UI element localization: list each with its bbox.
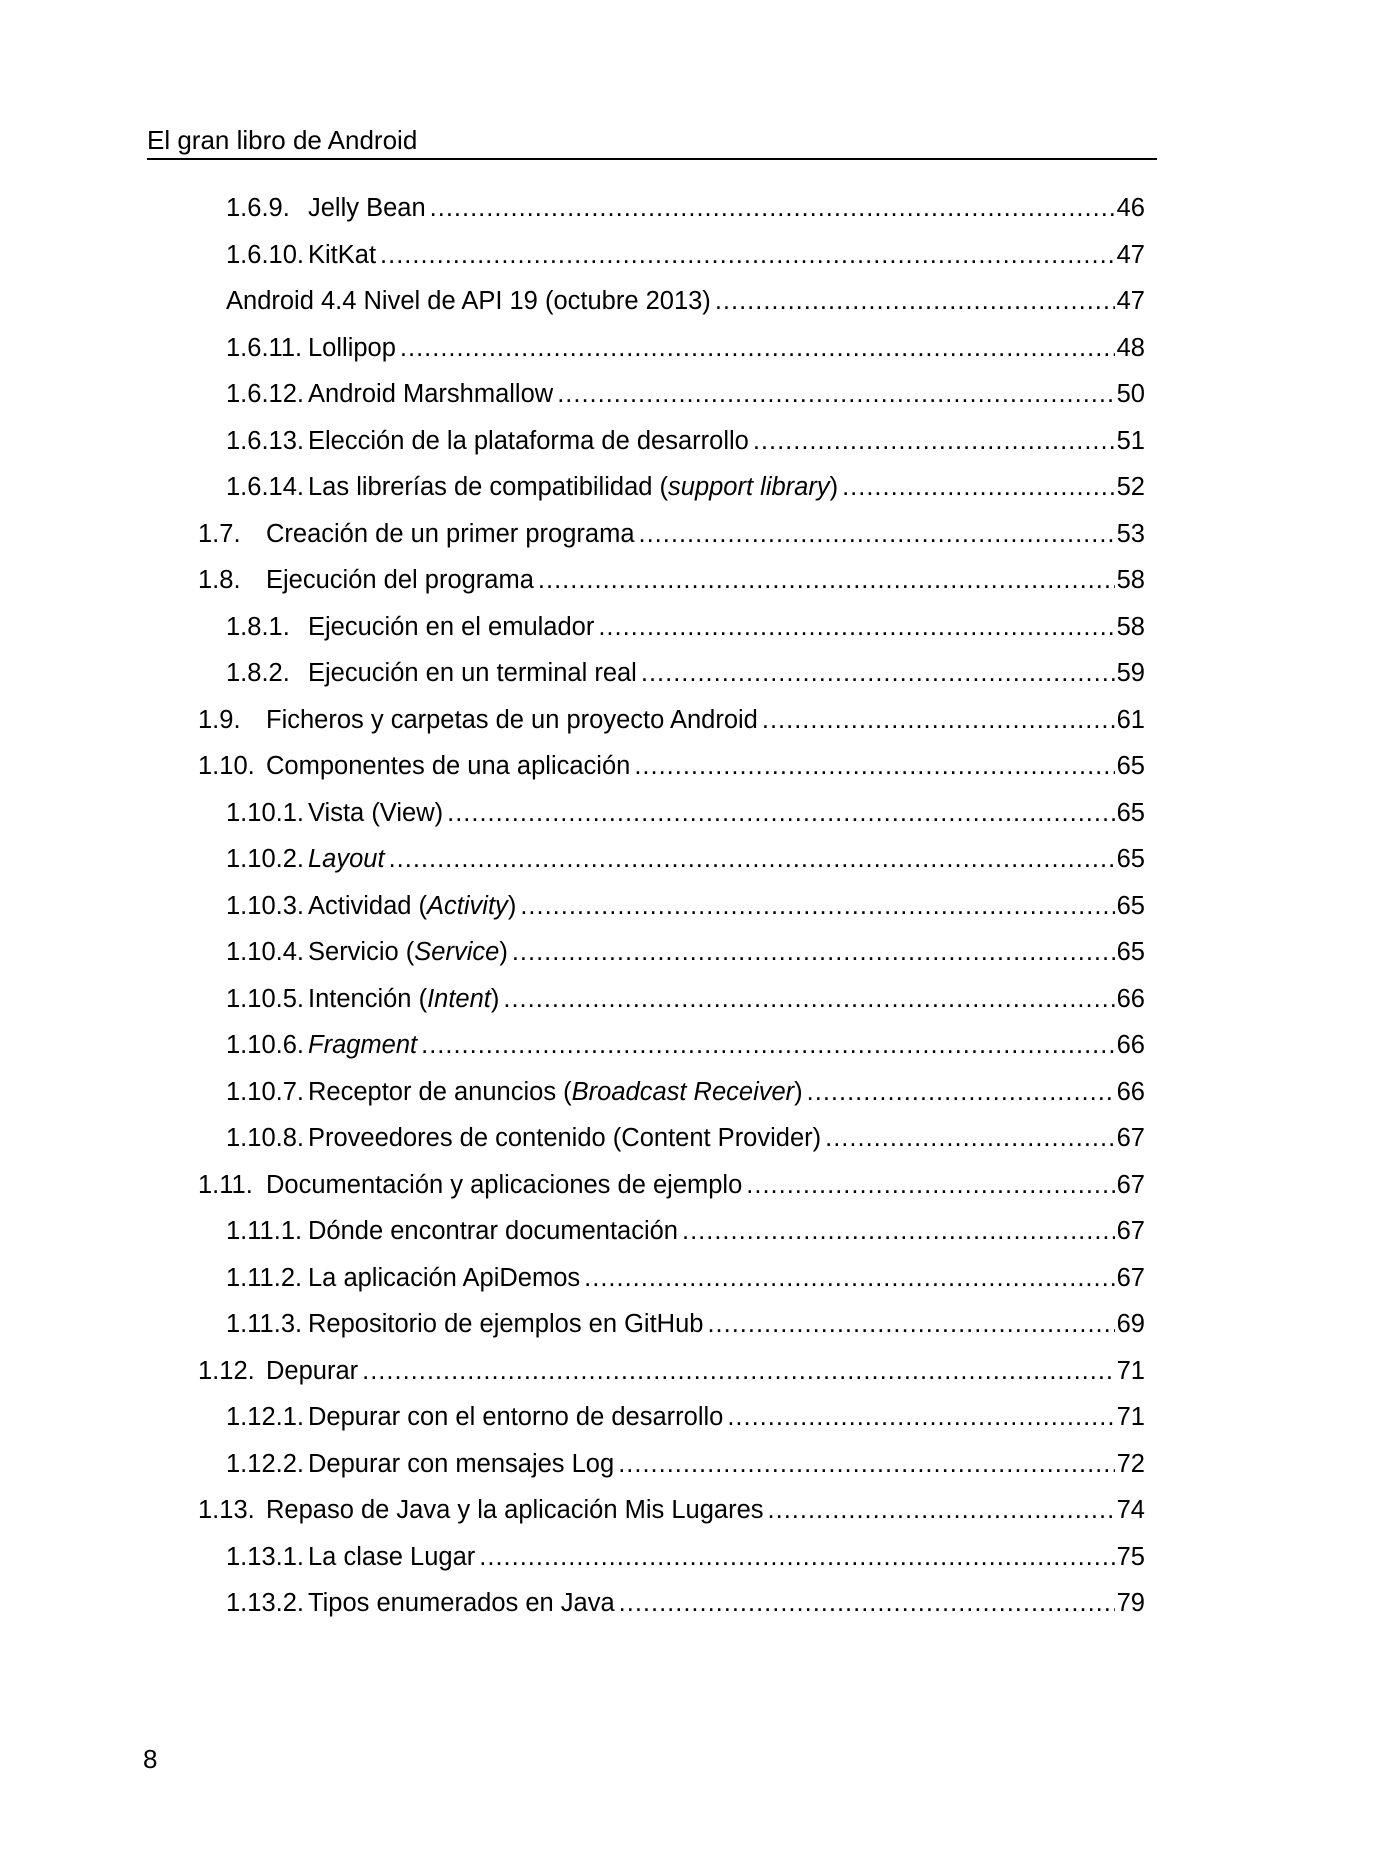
dot-leader — [634, 746, 1114, 786]
dot-leader — [619, 1583, 1115, 1623]
toc-title-segment: Activity — [427, 891, 508, 920]
toc-entry-number: 1.10.3. — [226, 891, 304, 920]
toc-entry-page: 65 — [1116, 938, 1145, 966]
toc-entry-page: 51 — [1116, 426, 1145, 455]
toc-entry-title — [308, 886, 516, 926]
toc-entry-title — [308, 979, 499, 1019]
page-number: 8 — [143, 1744, 158, 1774]
toc-entry-page: 65 — [1116, 891, 1145, 920]
toc-entry-title — [308, 1397, 723, 1437]
toc-entry-number: 1.11.2. — [226, 1263, 303, 1292]
dot-leader — [538, 560, 1115, 600]
toc-entry[interactable] — [226, 1397, 1145, 1437]
toc-entry-title — [308, 1304, 703, 1344]
toc-title-segment: Dónde encontrar documentación — [308, 1217, 678, 1245]
toc-entry-number: 1.8.2. — [226, 659, 290, 687]
dot-leader — [557, 374, 1114, 414]
toc-entry-number: 1.6.11. — [226, 333, 303, 362]
toc-title-segment: ) — [507, 891, 517, 920]
dot-leader — [598, 607, 1114, 647]
toc-entry[interactable] — [226, 421, 1145, 461]
toc-entry-title — [308, 374, 553, 414]
toc-entry-page: 66 — [1116, 1031, 1145, 1059]
toc-entry-number: 1.6.12. — [226, 380, 304, 408]
toc-entry-title — [266, 700, 758, 740]
toc-entry-title — [266, 1165, 742, 1205]
toc-title-segment: Repositorio de ejemplos en GitHub — [308, 1310, 704, 1338]
toc-entry-page: 46 — [1116, 194, 1145, 222]
toc-title-segment: Documentación y aplicaciones de ejemplo — [266, 1170, 743, 1199]
dot-leader — [639, 514, 1115, 554]
toc-entry[interactable] — [198, 560, 1145, 600]
running-header: El gran libro de Android — [147, 124, 1157, 160]
toc-title-segment: La clase Lugar — [308, 1542, 476, 1571]
toc-entry-title — [226, 281, 711, 321]
dot-leader — [825, 1118, 1114, 1158]
toc-entry-page: 67 — [1116, 1263, 1145, 1292]
toc-entry-title — [308, 1258, 580, 1298]
toc-entry-page: 47 — [1116, 287, 1145, 315]
toc-title-segment: Tipos enumerados en Java — [308, 1589, 615, 1617]
toc-title-segment: Componentes de una aplicación — [266, 752, 631, 780]
toc-entry-page: 67 — [1116, 1124, 1145, 1152]
toc-title-segment: Creación de un primer programa — [266, 519, 635, 548]
toc-title-segment: Android 4.4 Nivel de API 19 (octubre 2013) — [226, 287, 711, 315]
toc-entry-title — [308, 467, 838, 507]
toc-title-segment: Proveedores de contenido (Content Provider) — [308, 1124, 822, 1152]
toc-title-segment: Service — [414, 938, 500, 966]
toc-entry[interactable] — [226, 1025, 1145, 1065]
toc-entry-number: 1.11.3. — [226, 1310, 303, 1338]
toc-entry-page: 72 — [1116, 1449, 1145, 1478]
toc-entry[interactable] — [226, 235, 1145, 275]
toc-entry[interactable] — [226, 932, 1145, 972]
toc-entry[interactable] — [226, 839, 1145, 879]
toc-entry[interactable] — [226, 607, 1145, 647]
toc-entry-page: 67 — [1116, 1217, 1145, 1245]
toc-entry-page: 59 — [1116, 659, 1145, 687]
toc-entry-page: 66 — [1116, 984, 1145, 1013]
toc-entry-number: 1.6.13. — [226, 426, 304, 455]
toc-entry[interactable] — [198, 746, 1145, 786]
toc-entry[interactable] — [198, 1490, 1145, 1530]
toc-entry[interactable] — [226, 281, 1145, 321]
dot-leader — [746, 1165, 1114, 1205]
toc-entry-page: 58 — [1116, 612, 1145, 641]
toc-entry-page: 48 — [1116, 333, 1145, 362]
toc-title-segment: Ficheros y carpetas de un proyecto Android — [266, 705, 758, 734]
toc-entry-number: 1.9. — [198, 705, 241, 734]
dot-leader — [362, 1351, 1114, 1391]
toc-entry-title — [266, 1490, 764, 1530]
toc-entry-page: 79 — [1116, 1589, 1145, 1617]
dot-leader — [380, 235, 1115, 275]
toc-title-segment: Ejecución del programa — [266, 566, 534, 594]
dot-leader — [400, 328, 1115, 368]
toc-entry-title — [308, 839, 385, 879]
toc-entry-number: 1.13. — [198, 1496, 255, 1524]
toc-entry[interactable] — [226, 653, 1145, 693]
toc-title-segment: Servicio ( — [308, 938, 415, 966]
toc-entry[interactable] — [226, 886, 1145, 926]
toc-entry-title — [308, 1444, 614, 1484]
toc-entry-page: 71 — [1116, 1356, 1145, 1385]
toc-entry-number: 1.13.1. — [226, 1542, 304, 1571]
toc-entry-title — [308, 793, 443, 833]
dot-leader — [520, 886, 1114, 926]
dot-leader — [727, 1397, 1114, 1437]
dot-leader — [503, 979, 1114, 1019]
toc-entry[interactable] — [198, 1165, 1145, 1205]
toc-entry-page: 61 — [1116, 705, 1145, 734]
toc-title-segment: Receptor de anuncios ( — [308, 1077, 572, 1106]
toc-title-segment: Depurar con mensajes Log — [308, 1449, 615, 1478]
toc-title-segment: support library — [668, 473, 830, 501]
toc-entry[interactable] — [226, 1537, 1145, 1577]
toc-entry-title — [308, 328, 396, 368]
toc-entry-number: 1.10. — [198, 752, 255, 780]
toc-entry-title — [308, 1537, 475, 1577]
toc-entry-number: 1.12.1. — [226, 1403, 304, 1431]
toc-title-segment: Depurar con el entorno de desarrollo — [308, 1403, 724, 1431]
dot-leader — [421, 1025, 1115, 1065]
toc-entry-page: 66 — [1116, 1077, 1145, 1106]
toc-title-segment: Depurar — [266, 1356, 359, 1385]
toc-entry-page: 58 — [1116, 566, 1145, 594]
toc-entry-number: 1.6.10. — [226, 240, 304, 269]
toc-entry[interactable] — [226, 979, 1145, 1019]
toc-entry-title — [308, 607, 594, 647]
toc-entry-number: 1.10.8. — [226, 1124, 304, 1152]
toc-entry-number: 1.10.7. — [226, 1077, 304, 1106]
toc-title-segment: Ejecución en un terminal real — [308, 659, 637, 687]
toc-entry-page: 53 — [1116, 519, 1145, 548]
toc-entry-title — [308, 1025, 417, 1065]
toc-title-segment: Elección de la plataforma de desarrollo — [308, 426, 749, 455]
toc-entry[interactable] — [226, 1304, 1145, 1344]
toc-entry-number: 1.7. — [198, 519, 241, 548]
toc-title-segment: La aplicación ApiDemos — [308, 1263, 581, 1292]
toc-title-segment: Layout — [308, 845, 385, 873]
toc-title-segment: Lollipop — [308, 333, 396, 362]
toc-entry-page: 65 — [1116, 752, 1145, 780]
dot-leader — [707, 1304, 1114, 1344]
toc-entry-number: 1.8. — [198, 566, 241, 594]
toc-entry-page: 75 — [1116, 1542, 1145, 1571]
toc-title-segment: ) — [490, 984, 500, 1013]
toc-entry[interactable] — [226, 1118, 1145, 1158]
dot-leader — [618, 1444, 1114, 1484]
toc-title-segment: Repaso de Java y la aplicación Mis Lugares — [266, 1496, 764, 1524]
toc-entry-number: 1.10.6. — [226, 1031, 304, 1059]
toc-entry-page: 50 — [1116, 380, 1145, 408]
toc-entry[interactable] — [226, 1444, 1145, 1484]
toc-entry[interactable] — [226, 328, 1145, 368]
toc-entry-number: 1.13.2. — [226, 1589, 304, 1617]
toc-title-segment: Actividad ( — [308, 891, 428, 920]
toc-title-segment: ) — [499, 938, 508, 966]
dot-leader — [447, 793, 1115, 833]
toc-title-segment: Fragment — [308, 1031, 418, 1059]
dot-leader — [389, 839, 1115, 879]
toc-entry-title — [308, 1211, 678, 1251]
dot-leader — [641, 653, 1115, 693]
toc-title-segment: Intención ( — [308, 984, 428, 1013]
toc-entry[interactable] — [226, 1072, 1145, 1112]
toc-entry[interactable] — [226, 374, 1145, 414]
toc-entry-title — [308, 235, 376, 275]
toc-title-segment: Ejecución en el emulador — [308, 612, 595, 641]
toc-entry-title — [308, 932, 508, 972]
toc-title-segment: ) — [829, 473, 839, 501]
toc-entry-number: 1.11. — [198, 1170, 253, 1199]
dot-leader — [842, 467, 1115, 507]
toc-entry-number: 1.6.9. — [226, 194, 290, 222]
toc-title-segment: Broadcast Receiver — [571, 1077, 795, 1106]
toc-entry[interactable] — [198, 514, 1145, 554]
toc-entry-page: 47 — [1116, 240, 1145, 269]
dot-leader — [479, 1537, 1114, 1577]
toc-entry-number: 1.12. — [198, 1356, 255, 1385]
toc-entry[interactable] — [226, 1258, 1145, 1298]
toc-title-segment: Vista (View) — [308, 798, 444, 827]
toc-entry-title — [308, 1072, 803, 1112]
dot-leader — [682, 1211, 1115, 1251]
toc-entry-page: 71 — [1116, 1403, 1145, 1431]
dot-leader — [715, 281, 1115, 321]
dot-leader — [768, 1490, 1115, 1530]
toc-entry[interactable] — [226, 188, 1145, 228]
toc-entry-number: 1.10.1. — [226, 798, 304, 827]
toc-entry-number: 1.10.4. — [226, 938, 304, 966]
toc-title-segment: Android Marshmallow — [308, 380, 554, 408]
dot-leader — [807, 1072, 1115, 1112]
toc-entry-page: 65 — [1116, 798, 1145, 827]
toc-entry-title — [308, 1118, 821, 1158]
dot-leader — [430, 188, 1115, 228]
toc-entry-number: 1.11.1. — [226, 1217, 303, 1245]
dot-leader — [762, 700, 1115, 740]
toc-entry-title — [308, 421, 749, 461]
toc-entry-number: 1.10.2. — [226, 845, 304, 873]
toc-entry-title — [266, 514, 635, 554]
toc-entry-page: 65 — [1116, 845, 1145, 873]
toc-entry-page: 67 — [1116, 1170, 1145, 1199]
toc-entry-title — [308, 1583, 615, 1623]
toc-entry-number: 1.6.14. — [226, 473, 304, 501]
toc-entry[interactable] — [226, 467, 1145, 507]
toc-entry-page: 69 — [1116, 1310, 1145, 1338]
toc-entry-title — [308, 653, 637, 693]
dot-leader — [753, 421, 1115, 461]
toc-title-segment: Intent — [427, 984, 491, 1013]
toc-entry-page: 74 — [1116, 1496, 1145, 1524]
toc-entry-title — [266, 746, 630, 786]
toc-entry[interactable] — [198, 1351, 1145, 1391]
toc-entry-title — [308, 188, 426, 228]
toc-entry[interactable] — [198, 700, 1145, 740]
toc-entry[interactable] — [226, 1583, 1145, 1623]
toc-title-segment: Las librerías de compatibilidad ( — [308, 473, 669, 501]
toc-entry-title — [266, 560, 534, 600]
toc-entry[interactable] — [226, 1211, 1145, 1251]
toc-entry-title — [266, 1351, 358, 1391]
toc-title-segment: KitKat — [308, 240, 377, 269]
toc-entry[interactable] — [226, 793, 1145, 833]
toc-title-segment: ) — [794, 1077, 803, 1106]
toc-entry-number: 1.8.1. — [226, 612, 290, 641]
toc-entry-number: 1.12.2. — [226, 1449, 304, 1478]
dot-leader — [584, 1258, 1114, 1298]
toc-title-segment: Jelly Bean — [308, 194, 426, 222]
toc-entry-number: 1.10.5. — [226, 984, 304, 1013]
toc-entry-page: 52 — [1116, 473, 1145, 501]
dot-leader — [512, 932, 1115, 972]
